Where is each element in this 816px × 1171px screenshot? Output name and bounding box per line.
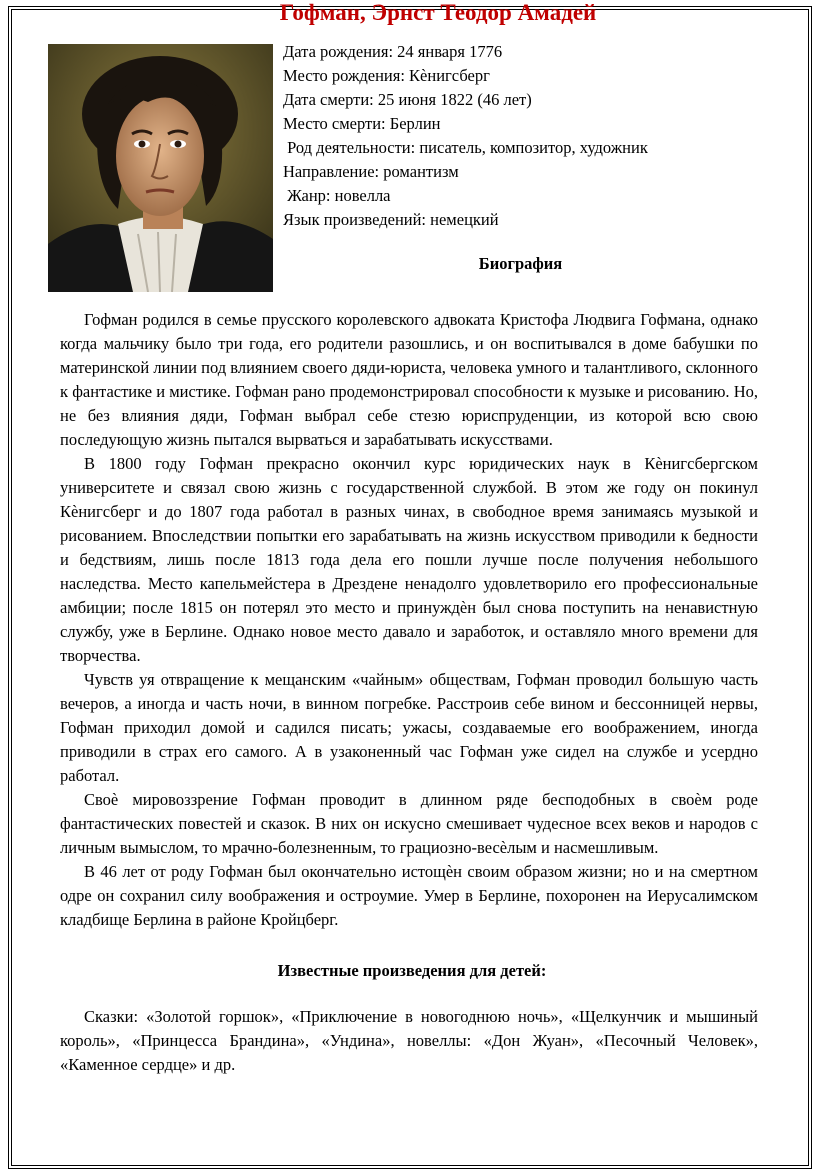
bio-paragraph: В 1800 году Гофман прекрасно окончил курс юридических наук в Кѐнигсбергском университете и связал свою жизнь с государственной службой. В этом же году он покинул Кѐнигсберг и до 1807 года работал в разных чинах, в свободное время занимаясь музыкой и рисованием. Впоследствии попытки его зарабатывать на жизнь искусством приводили к бедности и бедствиям, лишь после 1813 года дела его пошли лучше после получения небольшого наследства. Место капельмейстера в Дрездене ненадолго удовлетворило его профессиональные амбиции; после 1815 он потерял это место и принуждѐн был снова поступить на ненавистную службу, уже в Берлине. Однако новое место давало и заработок, и оставляло много времени для творчества.	[60, 454, 758, 665]
page-title: Гофман, Эрнст Теодор Амадей	[279, 0, 597, 25]
works-heading: Известные произведения для детей:	[277, 961, 547, 980]
death-place: Место смерти: Берлин	[283, 114, 441, 133]
works-paragraph: Сказки: «Золотой горшок», «Приключение в новогоднюю ночь», «Щелкунчик и мышиный король», «Принцесса Брандина», «Ундина», новеллы: «Дон Жуан», «Песочный Человек», «Каменное сердце» и др.	[60, 1007, 758, 1074]
birth-date: Дата рождения: 24 января 1776	[283, 42, 503, 61]
death-date: Дата смерти: 25 июня 1822 (46 лет)	[283, 90, 532, 109]
genre: Жанр: новелла	[283, 186, 391, 205]
birth-place: Место рождения: Кѐнигсберг	[283, 66, 490, 85]
bio-paragraph: Гофман родился в семье прусского королевского адвоката Кристофа Людвига Гофмана, однако когда мальчику было три года, его родители разошлись, и он воспитывался в доме бабушки по материнской линии под влиянием своего дяди-юриста, человека умного и талантливого, склонного к фантастике и мистике. Гофман рано продемонстрировал способности к музыке и рисованию. Но, не без влияния дяди, Гофман выбрал себе стезю юриспруденции, из которой всю свою последующую жизнь пытался вырваться и зарабатывать искусствами.	[60, 310, 758, 449]
biography-text	[60, 308, 758, 932]
bio-paragraph: Чувств уя отвращение к мещанским «чайным» обществам, Гофман проводил большую часть вечеров, а иногда и часть ночи, в винном погребке. Расстроив себе вином и бессонницей нервы, Гофман приходил домой и садился писать; ужасы, создаваемые его воображением, иногда приводили в страх его самого. А в узаконенный час Гофман уже сидел на службе и усердно работал.	[60, 670, 758, 785]
movement: Направление: романтизм	[283, 162, 459, 181]
bio-paragraph: Своѐ мировоззрение Гофман проводит в длинном ряде бесподобных в своѐм роде фантастических повестей и сказок. В них он искусно смешивает чудесное всех веков и народов с личным вымыслом, то мрачно-болезненным, то грациозно-весѐлым и насмешливым.	[60, 790, 758, 857]
info-list	[283, 40, 648, 232]
language: Язык произведений: немецкий	[283, 210, 499, 229]
works-text	[60, 1005, 758, 1077]
occupation: Род деятельности: писатель, композитор, художник	[283, 138, 648, 157]
bio-paragraph: В 46 лет от роду Гофман был окончательно истощѐн своим образом жизни; но и на смертном одре он сохранил силу воображения и остроумие. Умер в Берлине, похоронен на Иерусалимском кладбище Берлина в районе Кройцберг.	[60, 862, 758, 929]
biography-heading: Биография	[478, 254, 563, 273]
